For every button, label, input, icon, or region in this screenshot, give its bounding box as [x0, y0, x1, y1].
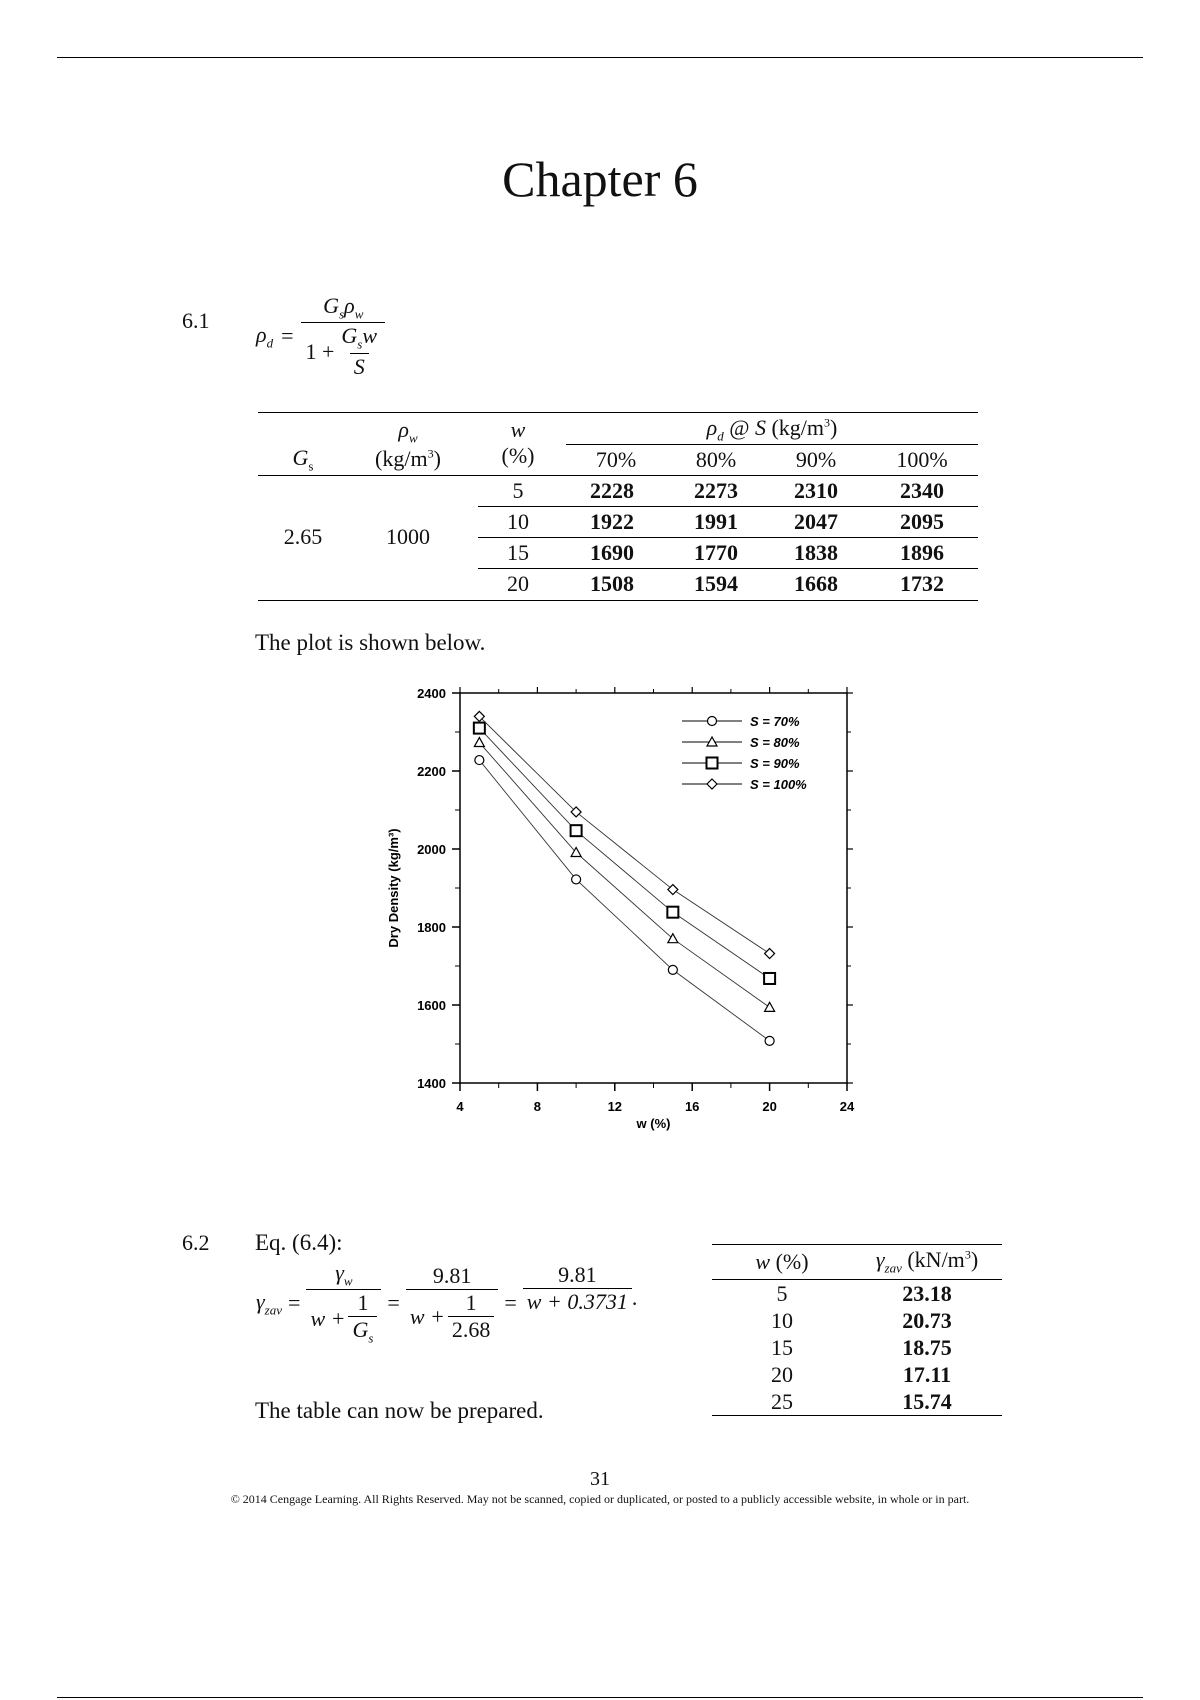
- data-point: [765, 1002, 775, 1011]
- series-line: [479, 728, 769, 978]
- zero-air-void-table: [712, 1244, 1002, 1416]
- table-row: 10 20.73: [771, 1307, 952, 1333]
- s-headers: 70% 80% 90% 100%: [595, 447, 948, 472]
- bottom-rule: [57, 1697, 1143, 1698]
- plot-intro-text: The plot is shown below.: [255, 630, 486, 655]
- rho-value: 1000: [386, 524, 430, 549]
- legend-label: S = 90%: [750, 756, 800, 771]
- data-point: [765, 949, 775, 959]
- table-row: 15 1690 1770 1838 1896: [478, 538, 978, 569]
- zav-table-header: w (%) $\gamma_{zav}$ $(kN/m^3)$: [712, 1245, 1002, 1280]
- y-tick-label: 1400: [417, 1076, 446, 1091]
- y-tick-label: 1600: [417, 998, 446, 1013]
- data-point: [764, 973, 775, 984]
- eq-lhs: $\rho_d$: [256, 321, 274, 351]
- y-tick-label: 2400: [417, 686, 446, 701]
- data-point: [668, 885, 678, 895]
- x-tick-label: 4: [456, 1099, 464, 1114]
- data-point: [475, 756, 484, 765]
- data-point: [765, 1036, 774, 1045]
- legend-label: S = 80%: [750, 735, 800, 750]
- x-tick-label: 20: [762, 1099, 777, 1114]
- eq-fraction: $G_s\rho_w$ 1 + $\frac{G_sw}{S}$: [301, 293, 385, 380]
- data-point: [668, 965, 677, 974]
- legend-label: S = 70%: [750, 714, 800, 729]
- header-span: $\rho_d$ @ S $(kg/m^3)$: [706, 415, 838, 444]
- table-rows: [478, 476, 978, 599]
- table-prepared-text: The table can now be prepared.: [255, 1398, 544, 1423]
- data-point: [572, 875, 581, 884]
- series-line: [479, 760, 769, 1041]
- problem-number-6-2: 6.2: [182, 1230, 210, 1255]
- data-point: [474, 738, 484, 747]
- table-row: 20 1508 1594 1668 1732: [507, 571, 944, 596]
- x-tick-label: 24: [839, 1099, 855, 1114]
- table-row: 20 17.11: [771, 1361, 952, 1387]
- table-row: 5 2228 2273 2310 2340: [478, 476, 978, 507]
- chapter-title: Chapter 6: [502, 151, 698, 207]
- copyright-notice: © 2014 Cengage Learning. All Rights Reserved. May not be scanned, copied or duplicated, or posted to a publicly accessible website, in whole or in part.: [230, 1492, 970, 1506]
- y-tick-label: 1800: [417, 920, 446, 935]
- data-point: [571, 825, 582, 836]
- series-line: [479, 716, 769, 953]
- table-row: 5 23.18: [776, 1280, 952, 1306]
- x-axis-label: w (%): [636, 1116, 671, 1131]
- eq-equals: =: [281, 323, 294, 349]
- y-axis-label: Dry Density (kg/m³): [386, 828, 401, 948]
- dry-density-table: [258, 412, 978, 601]
- y-tick-label: 2200: [417, 764, 446, 779]
- data-point: [474, 723, 485, 734]
- x-tick-label: 12: [607, 1099, 623, 1114]
- top-rule: [57, 57, 1143, 58]
- problem-number-6-1: 6.1: [182, 308, 210, 333]
- table-row: 10 1922 1991 2047 2095: [478, 507, 978, 538]
- header-w: w (%): [501, 417, 535, 468]
- data-point: [667, 907, 678, 918]
- zero-air-void-equation: $\gamma_{zav}$ = $\gamma_w$ w + $\frac{1}{G_s}$ = 9.81 w + $\frac{1}{2.68}$ = $\frac{9.81}{w + 0.3731}$ .: [256, 1260, 638, 1346]
- legend-label: S = 100%: [750, 777, 807, 792]
- x-tick-label: 16: [684, 1099, 700, 1114]
- legend-marker: [707, 779, 717, 789]
- dry-density-chart: [360, 680, 880, 1150]
- gs-value: 2.65: [283, 524, 323, 549]
- eq-label: Eq. (6.4):: [255, 1230, 343, 1255]
- series-line: [479, 743, 769, 1008]
- plot-frame: [460, 693, 847, 1083]
- table-row: 15 18.75: [771, 1334, 952, 1360]
- legend-marker: [707, 758, 718, 769]
- page-number: 31: [590, 1468, 610, 1490]
- x-tick-label: 8: [533, 1099, 542, 1114]
- header-gs: $G_s$: [292, 445, 314, 474]
- header-rho: $\rho_w$ $(kg/m^3)$: [375, 417, 441, 472]
- dry-density-equation: [256, 293, 385, 380]
- y-tick-label: 2000: [417, 842, 446, 857]
- table-row: 25 15.74: [712, 1388, 1002, 1416]
- legend-marker: [708, 717, 717, 726]
